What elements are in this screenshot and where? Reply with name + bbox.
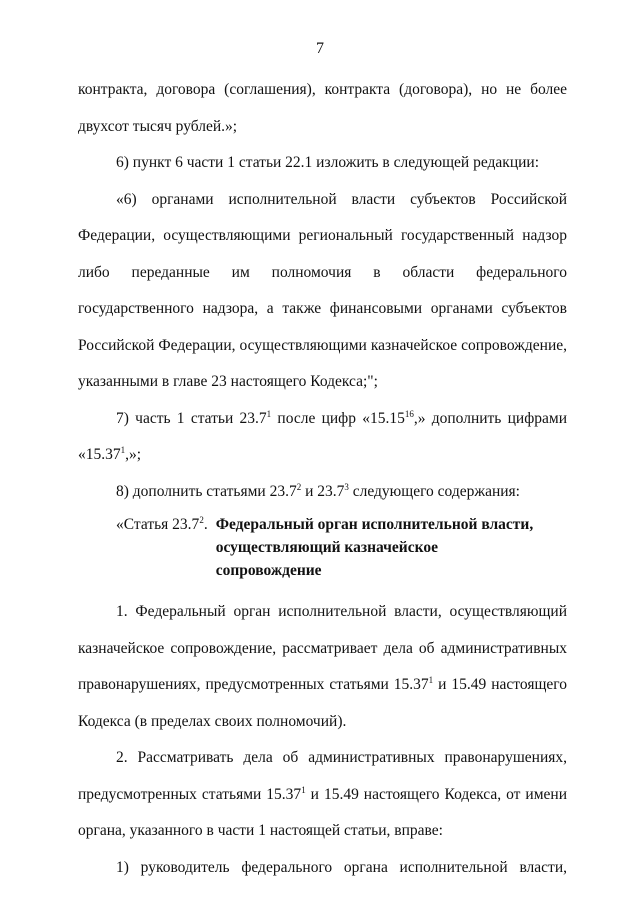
superscript: 2 bbox=[199, 514, 204, 525]
paragraph-contract-limit: контракта, договора (соглашения), контракта (договора), но не более двухсот тысяч рублей.»; bbox=[78, 81, 567, 135]
text-run: 2. Рассматривать дела об административных правонарушениях, предусмотренных статьями 15.37 bbox=[78, 749, 567, 803]
paragraph-part-2 bbox=[78, 740, 567, 850]
text-run: следующего содержания: bbox=[348, 482, 520, 500]
text-run: и 23.7 bbox=[301, 482, 345, 500]
text-run: после цифр «15.15 bbox=[271, 409, 405, 427]
text-run: 8) дополнить статьями 23.7 bbox=[116, 482, 297, 500]
text-run: и 15.49 настоящего Кодекса (в пределах своих полномочий). bbox=[78, 676, 567, 730]
text-run: ,» дополнить цифрами «15.37 bbox=[78, 409, 567, 463]
paragraph-item-6: 6) пункт 6 части 1 статьи 22.1 изложить в следующей редакции: bbox=[116, 154, 540, 171]
paragraph-item-8 bbox=[78, 474, 567, 511]
paragraph-subitem-1: 1) руководитель федерального органа исполнительной власти, bbox=[116, 858, 567, 876]
paragraph-item-6-text: «6) органами исполнительной власти субъектов Российской Федерации, осуществляющими региональный государственный надзор либо переданные им полномочия в области федерального государственного надзора, а также финансовыми органами субъектов Российской Федерации, осуществляющими казначейское сопровождение, указанными в главе 23 настоящего Кодекса;"; bbox=[78, 190, 567, 390]
text-run: «Статья 23.7 bbox=[116, 516, 200, 533]
superscript: 1 bbox=[428, 674, 434, 685]
article-title: Федеральный орган исполнительной власти, осуществляющий казначейское сопровождение bbox=[215, 516, 534, 579]
text-run: и 15.49 настоящего Кодекса, от имени органа, указанного в части 1 настоящей статьи, вправе: bbox=[78, 785, 567, 839]
document-body bbox=[78, 72, 567, 886]
text-run: ,»; bbox=[125, 446, 142, 463]
superscript: 3 bbox=[344, 481, 349, 492]
page-number: 7 bbox=[316, 40, 324, 57]
paragraph-part-1 bbox=[78, 594, 567, 740]
superscript: 2 bbox=[296, 481, 302, 492]
text-run: . bbox=[203, 516, 208, 533]
article-heading bbox=[78, 513, 567, 582]
superscript: 1 bbox=[266, 408, 272, 419]
text-run: 1. Федеральный орган исполнительной власти, осуществляющий казначейское сопровождение, рассматривает дела об административных правонарушениях, предусмотренных статьями 15.37 bbox=[78, 603, 567, 693]
superscript: 1 bbox=[301, 784, 306, 795]
superscript: 16 bbox=[404, 408, 414, 419]
paragraph-item-7 bbox=[78, 401, 567, 474]
article-number bbox=[116, 513, 208, 536]
superscript: 1 bbox=[120, 444, 126, 455]
text-run: 7) часть 1 статьи 23.7 bbox=[116, 409, 267, 427]
